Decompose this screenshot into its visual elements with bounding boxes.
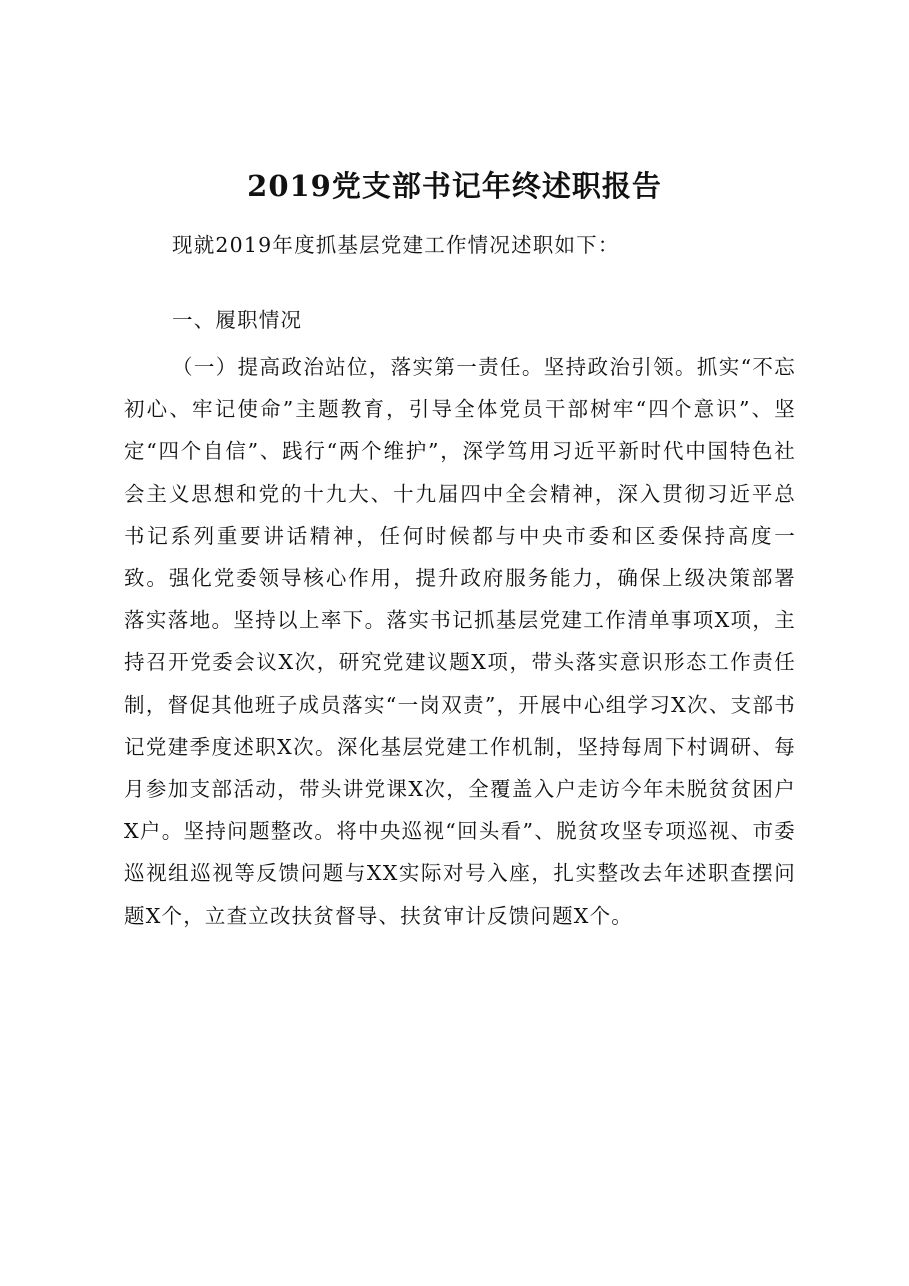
document-title: 2019党支部书记年终述职报告 <box>247 169 662 203</box>
intro-paragraph: 现就2019年度抓基层党建工作情况述职如下： <box>172 233 620 257</box>
section-heading: 一、履职情况 <box>172 308 303 332</box>
body-paragraph: （一）提高政治站位，落实第一责任。坚持政治引领。抓实“不忘初心、牢记使命”主题教育，引导全体党员干部树牢“四个意识”、坚定“四个自信”、践行“两个维护”，深学笃用习近平新时代中国特色社会主义思想和党的十九大、十九届四中全会精神，深入贯彻习近平总书记系列重要讲话精神，任何时候都与中央市委和区委保持高度一致。强化党委领导核心作用，提升政府服务能力，确保上级决策部署落实落地。坚持以上率下。落实书记抓基层党建工作清单事项X项，主持召开党委会议X次，研究党建议题X项，带头落实意识形态工作责任制，督促其他班子成员落实“一岗双责”，开展中心组学习X次、支部书记党建季度述职X次。深化基层党建工作机制，坚持每周下村调研、每月参加支部活动，带头讲党课X次，全覆盖入户走访今年未脱贫贫困户X户。坚持问题整改。将中央巡视“回头看”、脱贫攻坚专项巡视、市委巡视组巡视等反馈问题与XX实际对号入座，扎实整改去年述职查摆问题X个，立查立改扶贫督导、扶贫审计反馈问题X个。 <box>124 355 796 928</box>
